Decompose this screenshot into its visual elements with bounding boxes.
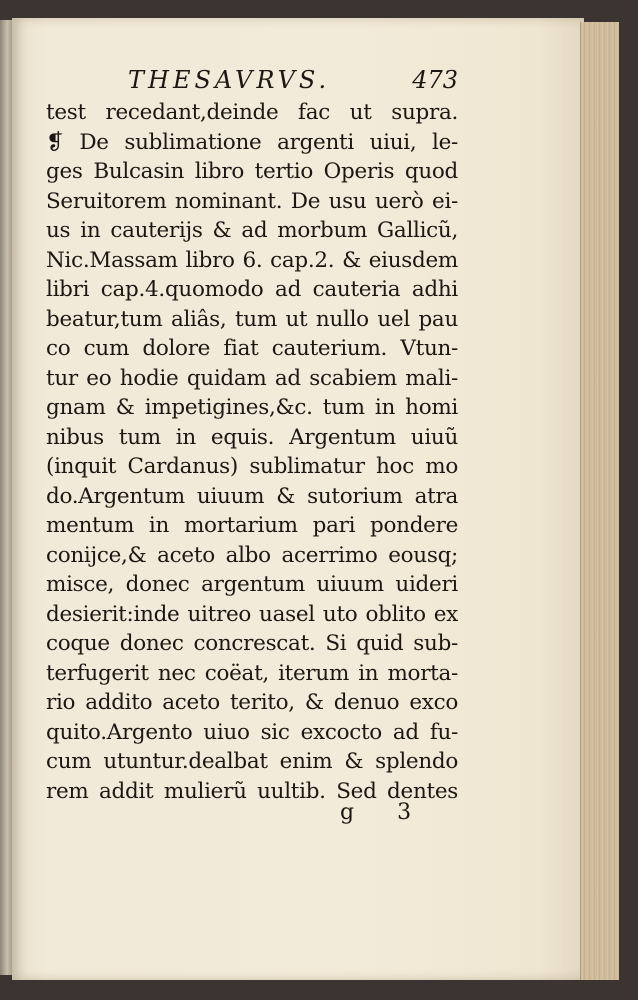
text-line: ges Bulcasin libro tertio Operis quod bbox=[46, 159, 458, 184]
text-line: Seruitorem nominant. De usu uerò ei- bbox=[46, 188, 458, 214]
text-line: tur eo hodie quidam ad scabiem mali- bbox=[46, 365, 458, 391]
text-line: us in cauterijs & ad morbum Gallicũ, bbox=[46, 218, 458, 243]
text-line: terfugerit nec coëat, iterum in morta- bbox=[46, 660, 458, 686]
text-line: Nic.Massam libro 6. cap.2. & eiusdem bbox=[46, 247, 458, 273]
text-line: libri cap.4.quomodo ad cauteria adhi bbox=[46, 277, 458, 302]
text-line: co cum dolore fiat cauterium. Vtun- bbox=[46, 336, 458, 361]
page-edges-right bbox=[580, 22, 619, 980]
text-line: mentum in mortarium pari pondere bbox=[46, 513, 458, 538]
text-line: desierit:inde uitreo uasel uto oblito ex bbox=[46, 601, 458, 627]
text-line: cum utuntur.dealbat enim & splendo bbox=[46, 749, 458, 774]
text-line: (inquit Cardanus) sublimatur hoc mo bbox=[46, 454, 458, 479]
signature-mark: g 3 bbox=[340, 800, 430, 825]
text-line: coque donec concrescat. Si quid sub- bbox=[46, 631, 458, 656]
text-line: misce, donec argentum uiuum uideri bbox=[46, 572, 458, 597]
page-number: 473 bbox=[412, 66, 458, 94]
text-line: rio addito aceto terito, & denuo exco bbox=[46, 690, 458, 715]
text-line: test recedant,deinde fac ut supra. bbox=[46, 100, 458, 125]
text-line: gnam & impetigines,&c. tum in homi bbox=[46, 395, 458, 420]
text-line: beatur,tum aliâs, tum ut nullo uel pau bbox=[46, 306, 458, 332]
text-line: quito.Argento uiuo sic excocto ad fu- bbox=[46, 719, 458, 745]
left-page-edge bbox=[0, 20, 12, 975]
running-head bbox=[128, 66, 458, 98]
text-line: do.Argentum uiuum & sutorium atra bbox=[46, 483, 458, 509]
text-body bbox=[46, 98, 458, 806]
text-line: ❡ De sublimatione argenti uiui, le- bbox=[46, 129, 458, 155]
text-line: rem addit mulierũ uultib. Sed dentes bbox=[46, 778, 458, 804]
text-line: conijce,& aceto albo acerrimo eousq; bbox=[46, 542, 458, 568]
header-title: THESAVRVS. bbox=[128, 66, 331, 94]
text-line: nibus tum in equis. Argentum uiuũ bbox=[46, 424, 458, 450]
